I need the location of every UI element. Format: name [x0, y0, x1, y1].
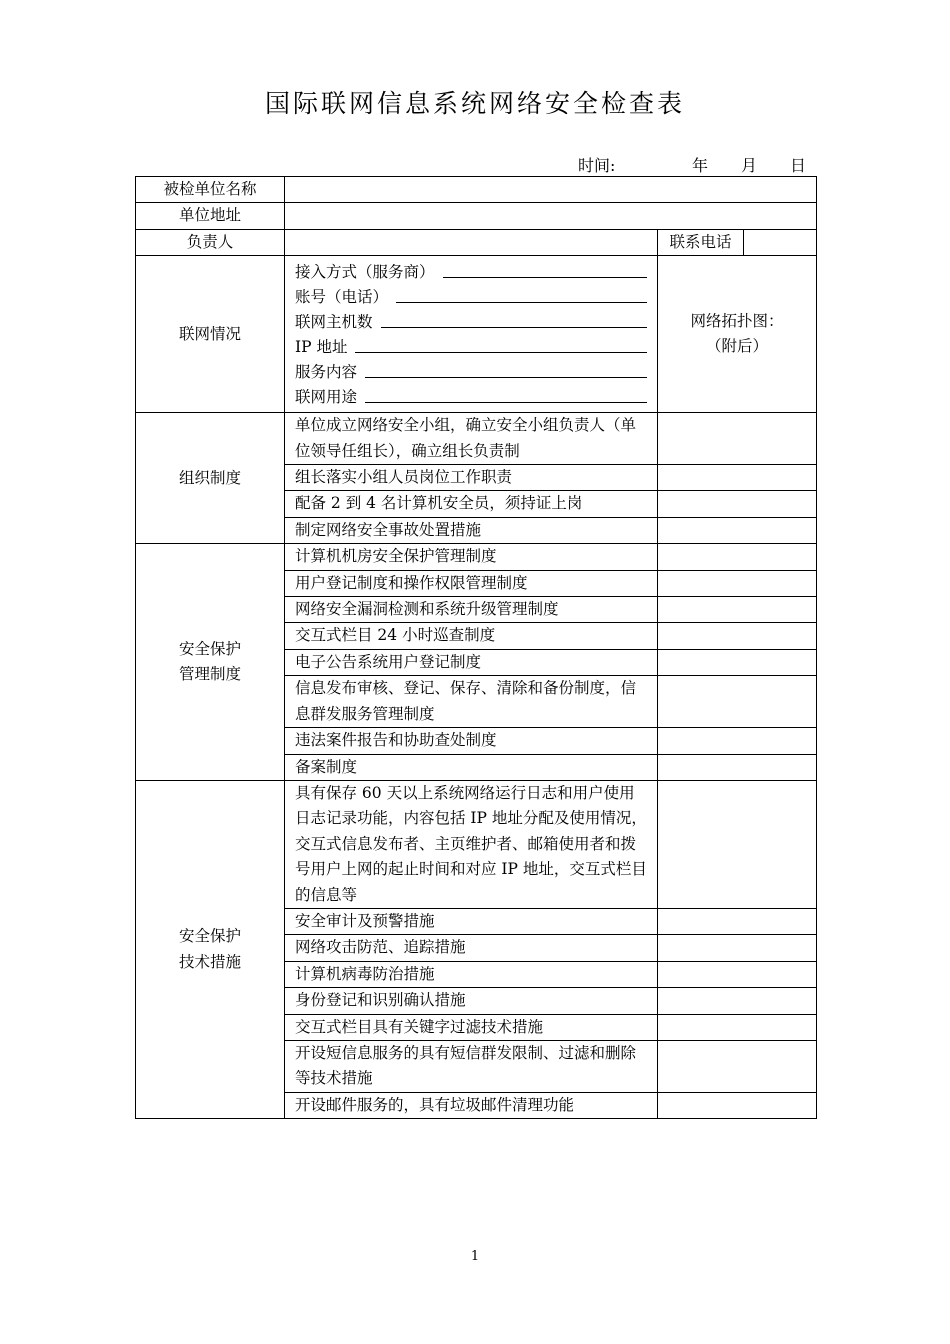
mgmt-item: 电子公告系统用户登记制度 — [285, 649, 658, 675]
organization-label: 组织制度 — [136, 413, 285, 544]
tech-check[interactable] — [658, 1092, 817, 1118]
net-field-account[interactable]: 账号（电话） — [295, 285, 647, 310]
tech-check[interactable] — [658, 935, 817, 961]
tech-item: 交互式栏目具有关键字过滤技术措施 — [285, 1014, 658, 1040]
tech-item: 网络攻击防范、追踪措施 — [285, 935, 658, 961]
network-row — [136, 256, 817, 413]
unit-address-label: 单位地址 — [136, 203, 285, 229]
mgmt-check[interactable] — [658, 728, 817, 754]
org-item: 制定网络安全事故处置措施 — [285, 517, 658, 543]
mgmt-check[interactable] — [658, 570, 817, 596]
topology-label: 网络拓扑图： — [690, 311, 784, 330]
org-check[interactable] — [658, 413, 817, 465]
tech-check[interactable] — [658, 1014, 817, 1040]
mgmt-item: 信息发布审核、登记、保存、清除和备份制度，信息群发服务管理制度 — [285, 676, 658, 728]
org-check[interactable] — [658, 517, 817, 543]
tech-check[interactable] — [658, 780, 817, 908]
mgmt-item: 违法案件报告和协助查处制度 — [285, 728, 658, 754]
mgmt-item: 网络安全漏洞检测和系统升级管理制度 — [285, 597, 658, 623]
person-row — [136, 229, 817, 255]
org-item: 单位成立网络安全小组，确立安全小组负责人（单位领导任组长），确立组长负责制 — [285, 413, 658, 465]
tech-check[interactable] — [658, 961, 817, 987]
inspection-table — [135, 176, 817, 1119]
tech-item: 安全审计及预警措施 — [285, 908, 658, 934]
net-field-service[interactable]: 服务内容 — [295, 360, 647, 385]
protection-mgmt-label: 安全保护 管理制度 — [136, 544, 285, 781]
tech-item: 开设短信息服务的具有短信群发限制、过滤和删除等技术措施 — [285, 1040, 658, 1092]
tech-row — [136, 780, 817, 908]
unit-address-field[interactable] — [285, 203, 817, 229]
tech-item: 开设邮件服务的，具有垃圾邮件清理功能 — [285, 1092, 658, 1118]
date-month: 月 — [741, 156, 758, 175]
page-title: 国际联网信息系统网络安全检查表 — [264, 89, 685, 118]
net-field-ip[interactable]: IP 地址 — [295, 335, 647, 360]
mgmt-check[interactable] — [658, 754, 817, 780]
date-day: 日 — [790, 156, 807, 175]
unit-name-label: 被检单位名称 — [136, 177, 285, 203]
date-year: 年 — [692, 156, 709, 175]
mgmt-check[interactable] — [658, 544, 817, 570]
person-label: 负责人 — [136, 229, 285, 255]
tech-item: 具有保存 60 天以上系统网络运行日志和用户使用日志记录功能，内容包括 IP 地址分配及使用情况，交互式信息发布者、主页维护者、邮箱使用者和拨号用户上网的起止时间和对应 IP 地址，交互式栏目的信息等 — [285, 780, 658, 908]
tech-check[interactable] — [658, 908, 817, 934]
tech-check[interactable] — [658, 988, 817, 1014]
phone-field[interactable] — [744, 229, 817, 255]
net-field-access[interactable]: 接入方式（服务商） — [295, 260, 647, 285]
mgmt-check[interactable] — [658, 597, 817, 623]
mgmt-item: 交互式栏目 24 小时巡查制度 — [285, 623, 658, 649]
org-item: 组长落实小组人员岗位工作职责 — [285, 465, 658, 491]
tech-item: 计算机病毒防治措施 — [285, 961, 658, 987]
org-check[interactable] — [658, 465, 817, 491]
protection-tech-label: 安全保护 技术措施 — [136, 780, 285, 1118]
net-field-purpose[interactable]: 联网用途 — [295, 385, 647, 410]
network-label: 联网情况 — [136, 256, 285, 413]
mgmt-item: 计算机机房安全保护管理制度 — [285, 544, 658, 570]
mgmt-item: 用户登记制度和操作权限管理制度 — [285, 570, 658, 596]
mgmt-item: 备案制度 — [285, 754, 658, 780]
mgmt-check[interactable] — [658, 676, 817, 728]
unit-address-row — [136, 203, 817, 229]
page-number: 1 — [470, 1249, 480, 1264]
unit-name-row — [136, 177, 817, 203]
unit-name-field[interactable] — [285, 177, 817, 203]
net-field-host-count[interactable]: 联网主机数 — [295, 310, 647, 335]
mgmt-check[interactable] — [658, 623, 817, 649]
phone-label: 联系电话 — [658, 229, 744, 255]
org-row — [136, 413, 817, 465]
tech-item: 身份登记和识别确认措施 — [285, 988, 658, 1014]
topology-cell — [658, 256, 817, 413]
topology-note: （附后） — [705, 337, 768, 356]
tech-check[interactable] — [658, 1040, 817, 1092]
org-item: 配备 2 到 4 名计算机安全员，须持证上岗 — [285, 491, 658, 517]
date-label: 时间: — [578, 156, 616, 175]
network-fields — [285, 256, 658, 413]
person-field[interactable] — [285, 229, 658, 255]
mgmt-row — [136, 544, 817, 570]
mgmt-check[interactable] — [658, 649, 817, 675]
org-check[interactable] — [658, 491, 817, 517]
